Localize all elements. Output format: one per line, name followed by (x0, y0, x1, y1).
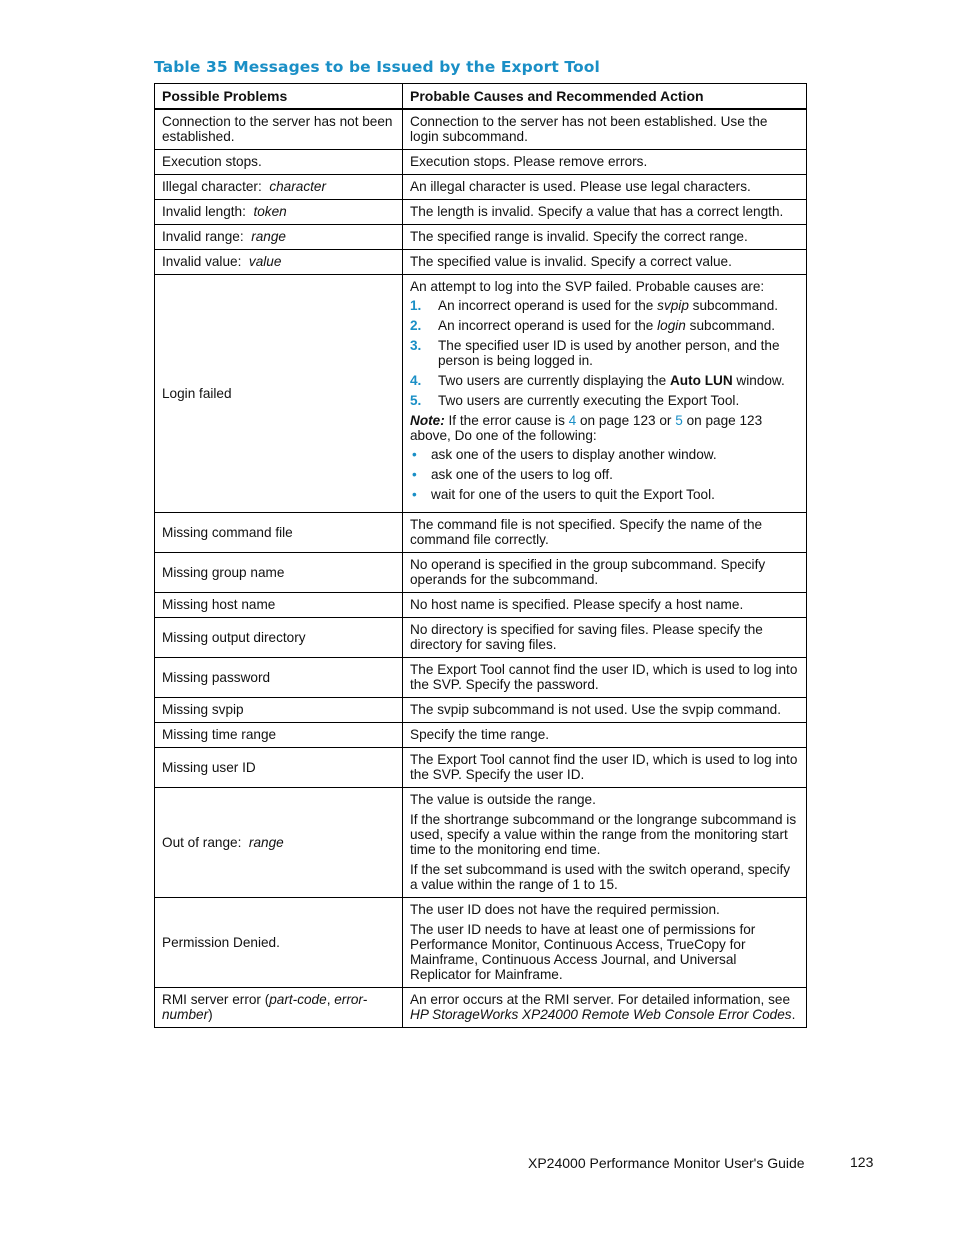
cross-reference-link[interactable]: 5 (675, 413, 683, 428)
list-item (410, 393, 799, 408)
table-caption: Table 35 Messages to be Issued by the Export Tool (154, 58, 600, 76)
problem-cell: Missing group name (155, 553, 403, 593)
cause-text: . (791, 1007, 796, 1022)
step-number: 1. (410, 298, 422, 313)
list-item (410, 467, 799, 482)
table-row (155, 593, 807, 618)
step-text: subcommand. (688, 298, 779, 313)
cause-list (410, 298, 799, 408)
messages-table (154, 83, 807, 1028)
problem-cell (155, 225, 403, 250)
problem-cell (155, 988, 403, 1028)
step-text: Two users are currently displaying the (438, 373, 670, 388)
problem-argument: value (248, 254, 282, 269)
cause-cell (403, 275, 807, 513)
note (410, 413, 799, 443)
cause-paragraph: The value is outside the range. (410, 792, 596, 807)
table-row (155, 788, 807, 898)
step-text: subcommand. (685, 318, 776, 333)
problem-cell: Missing password (155, 658, 403, 698)
problem-cell (155, 175, 403, 200)
table-row (155, 898, 807, 988)
cause-cell: The length is invalid. Specify a value that has a correct length. (403, 200, 807, 225)
bullet-icon: • (412, 467, 417, 482)
step-text: window. (732, 373, 785, 388)
bullet-text: ask one of the users to log off. (431, 467, 613, 482)
problem-argument: character (269, 179, 326, 194)
problem-cell: Permission Denied. (155, 898, 403, 988)
cause-cell: The specified range is invalid. Specify the correct range. (403, 225, 807, 250)
table-row (155, 748, 807, 788)
table-row (155, 250, 807, 275)
table-row (155, 109, 807, 150)
header-possible-problems: Possible Problems (155, 84, 403, 110)
document-title: HP StorageWorks XP24000 Remote Web Console Error Codes (410, 1007, 792, 1022)
cause-cell: The Export Tool cannot find the user ID, which is used to log into the SVP. Specify the user ID. (403, 748, 807, 788)
cause-cell: No directory is specified for saving files. Please specify the directory for saving files. (403, 618, 807, 658)
problem-cell: Missing output directory (155, 618, 403, 658)
problem-cell: Missing host name (155, 593, 403, 618)
cause-cell (403, 788, 807, 898)
list-item (410, 447, 799, 462)
problem-argument: part-code (269, 992, 327, 1007)
problem-text: Invalid range: (162, 229, 244, 244)
problem-text: ) (208, 1007, 213, 1022)
action-list (410, 447, 799, 502)
window-name: Auto LUN (669, 373, 733, 388)
note-label: Note: (410, 413, 445, 428)
problem-cell (155, 250, 403, 275)
table-row (155, 658, 807, 698)
step-term: login (657, 318, 686, 333)
list-item (410, 298, 799, 313)
cause-cell: An illegal character is used. Please use legal characters. (403, 175, 807, 200)
cross-reference-link[interactable]: 4 (568, 413, 577, 428)
cause-paragraph: If the shortrange subcommand or the longrange subcommand is used, specify a value within the range from the monitoring start time to the monitoring end time. (410, 812, 797, 857)
problem-text: Invalid value: (162, 254, 242, 269)
problem-text: Invalid length: (162, 204, 246, 219)
list-item (410, 318, 799, 333)
cause-intro: An attempt to log into the SVP failed. Probable causes are: (410, 279, 765, 294)
problem-cell: Login failed (155, 275, 403, 513)
problem-cell (155, 200, 403, 225)
note-text: on page 123 or (576, 413, 676, 428)
table-row (155, 150, 807, 175)
table-row (155, 988, 807, 1028)
table-row (155, 723, 807, 748)
cause-paragraph: The user ID does not have the required permission. (410, 902, 720, 917)
step-number: 4. (410, 373, 422, 388)
list-item (410, 487, 799, 502)
table-row (155, 275, 807, 513)
cause-cell: The command file is not specified. Specify the name of the command file correctly. (403, 513, 807, 553)
cause-cell (403, 898, 807, 988)
page-number: 123 (850, 1154, 874, 1170)
cause-paragraph: If the set subcommand is used with the switch operand, specify a value within the range of 1 to 15. (410, 862, 791, 892)
bullet-text: ask one of the users to display another window. (431, 447, 717, 462)
cause-cell: Specify the time range. (403, 723, 807, 748)
header-probable-causes: Probable Causes and Recommended Action (403, 84, 807, 110)
note-text: If the error cause is (444, 413, 569, 428)
problem-text: Out of range: (162, 834, 242, 850)
list-item (410, 338, 799, 368)
problem-argument: error-number (162, 992, 368, 1022)
step-number: 3. (410, 338, 422, 353)
footer-document-title: XP24000 Performance Monitor User's Guide (528, 1155, 805, 1171)
step-term: svpip (657, 298, 689, 313)
cause-cell: Connection to the server has not been established. Use the login subcommand. (403, 109, 807, 150)
step-text: An incorrect operand is used for the (438, 298, 658, 313)
step-text: The specified user ID is used by another person, and the person is being logged in. (438, 338, 780, 368)
problem-text: RMI server error ( (162, 992, 270, 1007)
step-number: 2. (410, 318, 422, 333)
cause-cell: The Export Tool cannot find the user ID, which is used to log into the SVP. Specify the password. (403, 658, 807, 698)
problem-cell (155, 788, 403, 898)
problem-argument: range (248, 834, 284, 850)
table-header-row (155, 84, 807, 110)
table-row (155, 200, 807, 225)
step-number: 5. (410, 393, 422, 408)
cause-text: An error occurs at the RMI server. For detailed information, see (410, 992, 791, 1007)
step-text: An incorrect operand is used for the (438, 318, 658, 333)
note-text: on page 123 above, Do one of the following: (410, 413, 763, 443)
problem-text: , (326, 992, 335, 1007)
cause-cell: The svpip subcommand is not used. Use the svpip command. (403, 698, 807, 723)
table-row (155, 225, 807, 250)
table-row (155, 175, 807, 200)
problem-cell: Missing user ID (155, 748, 403, 788)
problem-text: Illegal character: (162, 179, 262, 194)
cause-cell: No operand is specified in the group subcommand. Specify operands for the subcommand. (403, 553, 807, 593)
table-row (155, 698, 807, 723)
bullet-icon: • (412, 447, 417, 462)
table-row (155, 618, 807, 658)
bullet-icon: • (412, 487, 417, 502)
bullet-text: wait for one of the users to quit the Export Tool. (431, 487, 715, 502)
cause-paragraph: The user ID needs to have at least one of permissions for Performance Monitor, Continuous Access, TrueCopy for Mainframe, Continuous Access Journal, and Universal Replicator for Mainframe. (410, 922, 756, 982)
table-row (155, 513, 807, 553)
table-row (155, 553, 807, 593)
problem-cell: Missing svpip (155, 698, 403, 723)
problem-cell: Connection to the server has not been established. (155, 109, 403, 150)
cause-cell: Execution stops. Please remove errors. (403, 150, 807, 175)
cause-cell: No host name is specified. Please specify a host name. (403, 593, 807, 618)
problem-argument: range (251, 229, 286, 244)
step-text: Two users are currently executing the Export Tool. (438, 393, 740, 408)
problem-cell: Missing time range (155, 723, 403, 748)
cause-cell: The specified value is invalid. Specify a correct value. (403, 250, 807, 275)
cause-cell (403, 988, 807, 1028)
list-item (410, 373, 799, 388)
problem-cell: Execution stops. (155, 150, 403, 175)
problem-argument: token (253, 204, 287, 219)
problem-cell: Missing command file (155, 513, 403, 553)
